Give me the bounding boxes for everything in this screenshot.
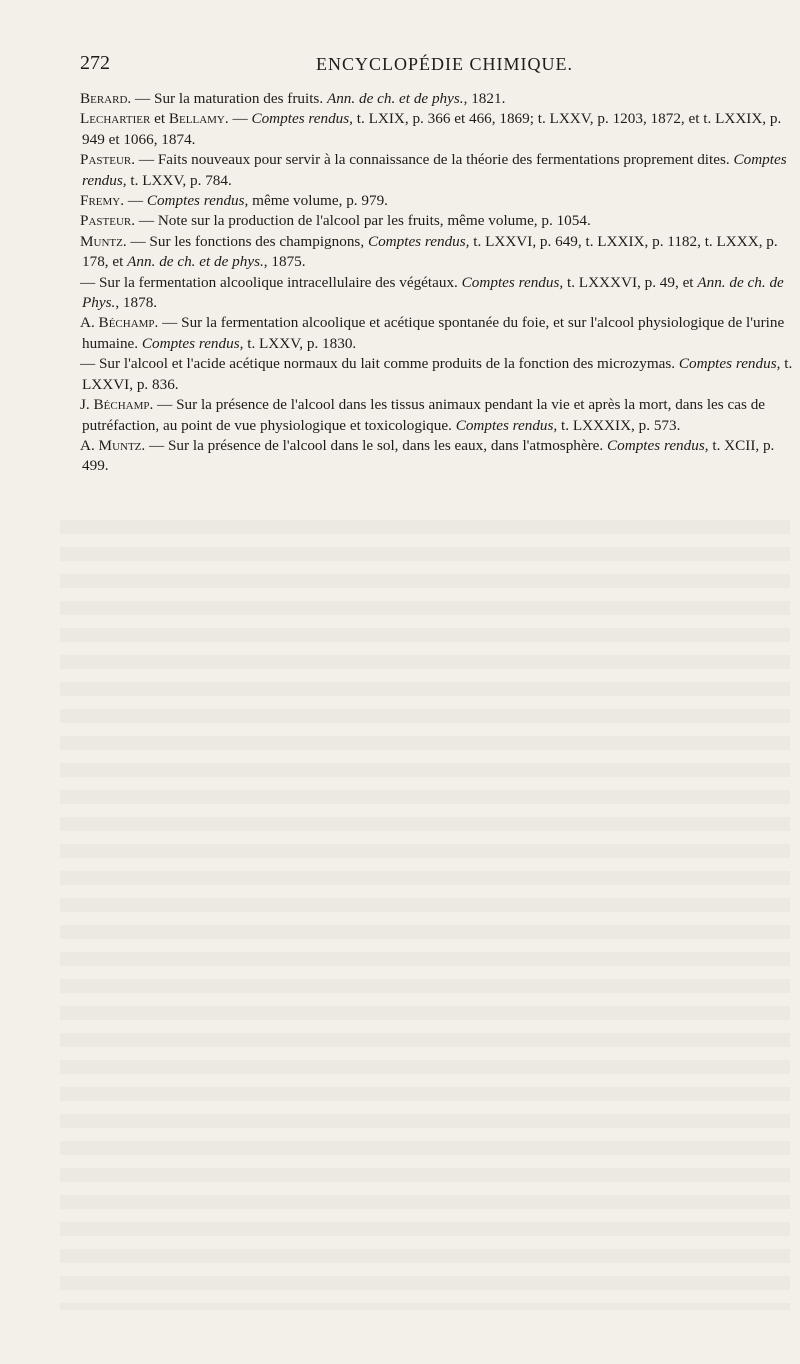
reference-journal: Comptes rendus,	[455, 416, 558, 434]
reference-entry: Berard. — Sur la maturation des fruits. Ann. de ch. et de phys., 1821.	[80, 90, 506, 107]
reference-author: A. Muntz	[80, 436, 142, 454]
reference-journal: Comptes rendus,	[141, 334, 244, 352]
reference-entry: A. Muntz. — Sur la présence de l'alcool dans le sol, dans les eaux, dans l'atmosphère. Comptes rendus, t. XCII, p. 499.	[80, 436, 775, 475]
reference-entry: Pasteur. — Note sur la production de l'alcool par les fruits, même volume, p. 1054.	[80, 212, 591, 230]
reference-entry: — Sur la fermentation alcoolique intracellulaire des végétaux. Comptes rendus, t. LXXXVI, p. 49, et Ann. de ch. de Phys., 1878.	[80, 273, 784, 312]
page-header	[80, 52, 780, 78]
reference-journal: Ann. de ch. de Phys.	[82, 273, 784, 312]
reference-journal: Comptes rendus,	[607, 436, 709, 454]
reference-journal: Ann. de ch. et de phys.	[127, 253, 264, 271]
reference-entry: Pasteur. — Faits nouveaux pour servir à la connaissance de la théorie des fermentations proprement dites. Comptes rendus, t. LXXV, p. 784.	[80, 151, 787, 189]
show-through-background	[60, 520, 790, 1310]
reference-entry: Fremy. — Comptes rendus, même volume, p. 979.	[80, 192, 388, 210]
reference-author: J. Béchamp	[80, 396, 150, 414]
reference-author: Berard	[80, 90, 128, 107]
reference-entry: J. Béchamp. — Sur la présence de l'alcool dans les tissus animaux pendant la vie et après la mort, dans les cas de putréfaction, au point de vue physiologique et toxicologique. Comptes rendus, t. LXXXIX, p. 573.	[80, 396, 766, 434]
reference-entry: Lechartier et Bellamy. — Comptes rendus, t. LXIX, p. 366 et 466, 1869; t. LXXV, p. 1203, 1872, et t. LXXIX, p. 949 et 1066, 1874.	[80, 110, 782, 148]
reference-entry: Muntz. — Sur les fonctions des champignons, Comptes rendus, t. LXXVI, p. 649, t. LXXIX, p. 1182, t. LXXX, p. 178, et Ann. de ch. et de phys., 1875.	[80, 232, 778, 271]
reference-journal: Comptes rendus,	[367, 232, 470, 250]
reference-author: Pasteur	[80, 151, 132, 169]
reference-journal: Comptes rendus,	[461, 273, 564, 291]
reference-journal: Comptes rendus,	[251, 110, 353, 128]
reference-author: A. Béchamp	[80, 314, 155, 332]
reference-author: Muntz	[80, 232, 123, 250]
running-title: ENCYCLOPÉDIE CHIMIQUE.	[316, 54, 573, 74]
reference-journal: Ann. de ch. et de phys.	[326, 90, 464, 107]
reference-journal: Comptes rendus,	[146, 192, 249, 210]
reference-journal: Comptes rendus,	[678, 355, 781, 373]
reference-author: Bellamy	[168, 110, 225, 128]
reference-author: Lechartier	[80, 110, 151, 128]
reference-author: Fremy	[80, 192, 121, 210]
reference-journal: Comptes rendus,	[82, 151, 787, 189]
reference-entry: — Sur l'alcool et l'acide acétique normaux du lait comme produits de la fonction des microzymas. Comptes rendus, t. LXXVI, p. 836.	[80, 355, 793, 393]
bibliography-list	[82, 89, 794, 477]
reference-entry: A. Béchamp. — Sur la fermentation alcoolique et acétique spontanée du foie, et sur l'alcool physiologique de l'urine humaine. Comptes rendus, t. LXXV, p. 1830.	[80, 314, 785, 352]
page-number: 272	[80, 52, 110, 74]
reference-author: Pasteur	[80, 212, 132, 230]
